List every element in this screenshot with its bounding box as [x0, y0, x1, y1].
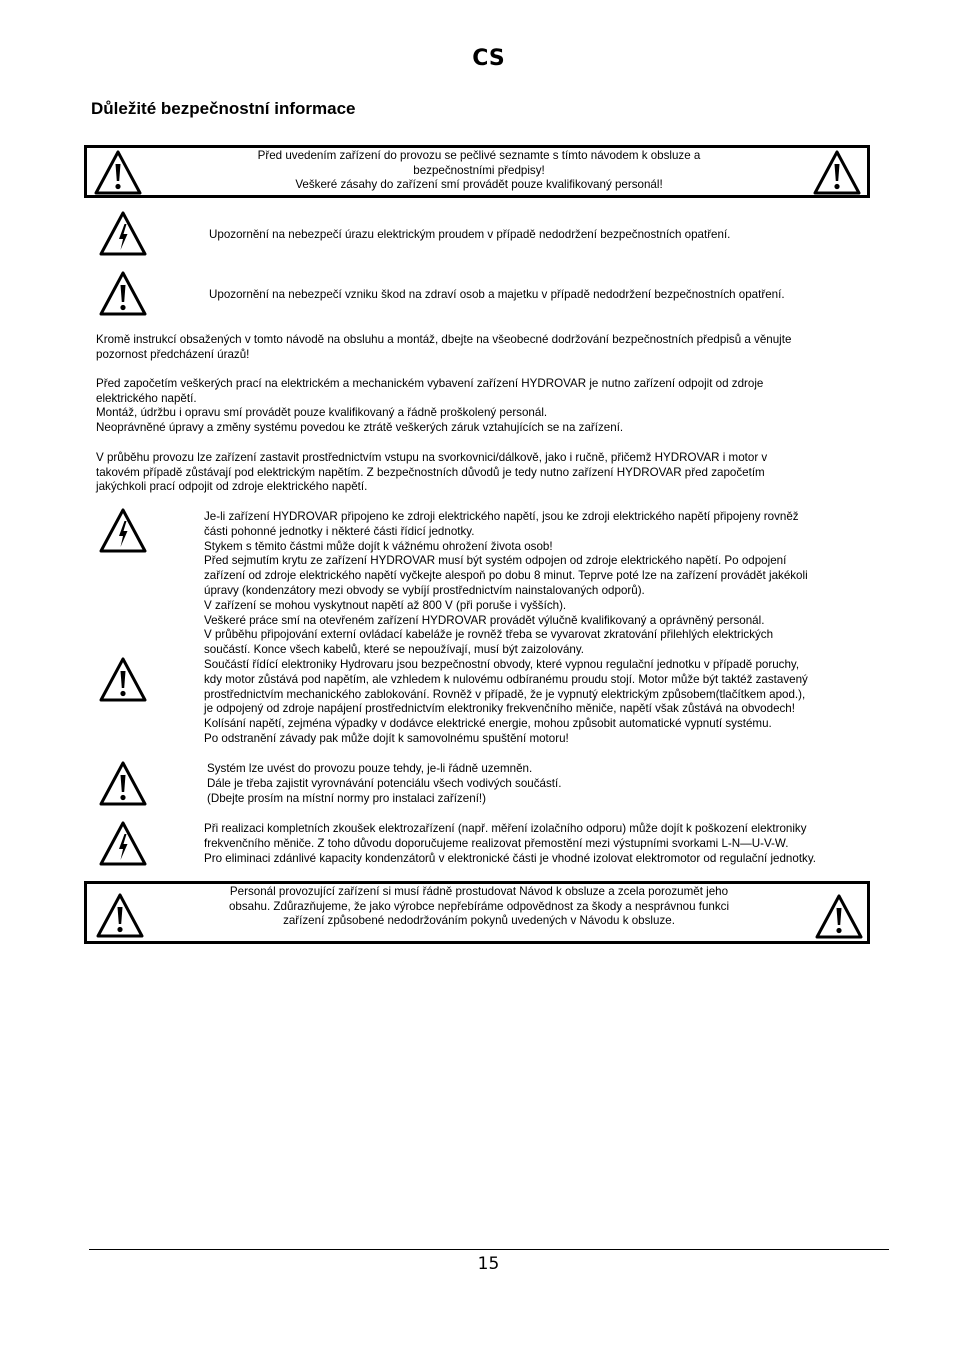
warning-icon-right [812, 149, 862, 197]
block-line: Při realizaci kompletních zkoušek elektrozařízení (např. měření izolačního odporu) může dojít k poškození elektroniky [204, 822, 807, 835]
bottom-box-line: obsahu. Zdůrazňujeme, že jako výrobce nepřebíráme odpovědnost za škody a nesprávnou funkci [228, 899, 730, 913]
paragraph-line: V průběhu provozu lze zařízení zastavit prostřednictvím vstupu na svorkovnici/dálkově, jako i ručně, přičemž HYDROVAR i motor v [96, 451, 768, 464]
block-line: Dále je třeba zajistit vyrovnávání potenciálu všech vodivých součástí. [207, 776, 562, 790]
paragraph-line: elektrického napětí. [96, 391, 197, 405]
block-line: zařízení od zdroje elektrického napětí vyčkejte alespoň po dobu 8 minut. Teprve poté lze na zařízení provádět jakékoli [204, 569, 808, 583]
block-line: Veškeré práce smí na otevřeném zařízení HYDROVAR provádět výlučně kvalifikovaný a oprávněný personál. [204, 613, 765, 627]
block-line: kdy motor zůstává pod napětím, ale vzhledem k nulovému odbíranému proudu stojí. Motor může být taktéž zastavený [204, 672, 808, 686]
paragraph-line: pozornost předcházení úrazů! [96, 347, 250, 361]
paragraph-line: Neoprávněné úpravy a změny systému povedou ke ztrátě veškerých záruk vztahujících se na zařízení. [96, 420, 624, 434]
language-code: CS [472, 46, 505, 71]
block-line: Stykem s těmito částmi může dojít k vážnému ohrožení života osob! [204, 539, 553, 553]
electric-hazard-icon [98, 210, 148, 258]
block-line: Kolísání napětí, zejména výpadky v dodávce elektrické energie, mohou způsobit automatické vypnutí systému. [204, 717, 772, 731]
block-line: Součástí řídící elektroniky Hydrovaru jsou bezpečnostní obvody, které vypnou regulační jednotku v případě poruchy, [204, 657, 800, 671]
warning-icon-left [93, 149, 143, 197]
paragraph-line: jakýchkoli prací odpojit od zdroje elektrického napětí. [96, 480, 368, 493]
paragraph-operation [96, 451, 886, 495]
warning-icon-left [95, 892, 145, 940]
section-title: Důležité bezpečnostní informace [91, 99, 356, 118]
block-line: Systém lze uvést do provozu pouze tehdy, je-li řádně uzemněn. [207, 762, 533, 775]
paragraph-line: takovém případě zůstávají pod elektrickým napětím. Z bezpečnostních důvodů je tedy nutno zařízení HYDROVAR před započetím [96, 465, 765, 479]
electric-hazard-icon [98, 820, 148, 868]
block-line: části pohonné jednotky i některé části řídicí jednotky. [204, 524, 475, 538]
warning-text-electric: Upozornění na nebezpečí úrazu elektrickým proudem v případě nedodržení bezpečnostních opatření. [209, 228, 731, 241]
block-line: úpravy (kondenzátory mezi obvody se vybíjí prostřednictvím nainstalovaných odporů). [204, 583, 645, 597]
bottom-box-line: Personál provozující zařízení si musí řádně prostudovat Návod k obsluze a zcela porozumět jeho [229, 885, 729, 898]
paragraph-line: Kromě instrukcí obsažených v tomto návodě na obsluhu a montáž, dbejte na všeobecné dodržování bezpečnostních předpisů a věnujte [96, 333, 792, 346]
general-warning-icon [98, 656, 148, 704]
bottom-warning-box [84, 881, 870, 944]
paragraph-disconnect [96, 377, 886, 435]
bottom-box-line: zařízení způsobené nedodržováním pokynů uvedených v Návodu k obsluze. [283, 914, 675, 927]
paragraph-general [96, 333, 886, 362]
block-line: Je-li zařízení HYDROVAR připojeno ke zdroji elektrického napětí, jsou ke zdroji elektrického napětí připojeny rovněž [204, 510, 799, 523]
warning-icon-right [814, 893, 864, 941]
block-line: V průběhu připojování externí ovládací kabeláže je rovněž třeba se vyvarovat zkratování přilehlých elektrických [204, 628, 774, 642]
page-number: 15 [477, 1254, 500, 1274]
paragraph-line: Montáž, údržbu i opravu smí provádět pouze kvalifikovaný a řádně proškolený personál. [96, 406, 548, 419]
top-box-line: Před uvedením zařízení do provozu se pečlivé seznamte s tímto návodem k obsluze a [257, 149, 701, 162]
block-line: Pro eliminaci zdánlivé kapacity kondenzátorů v elektronické části je vhodné izolovat elektromotor od regulační jednotky. [204, 851, 817, 865]
general-warning-icon [98, 270, 148, 318]
grounding-block [207, 762, 561, 806]
footer-rule [89, 1249, 889, 1250]
top-box-line: bezpečnostními předpisy! [413, 163, 545, 177]
block-line: je odpojený od zdroje napájení prostřednictvím elektroniky frekvenčního měniče, napětí však zůstává na obvodech! [204, 702, 795, 716]
block-line: Po odstranění závady pak může dojít k samovolnému spuštění motoru! [204, 731, 569, 745]
block-line: frekvenčního měniče. Z toho důvodu doporučujeme realizovat přemostění mezi výstupními svorkami L-N—U-V-W. [204, 836, 789, 850]
hydrovar-electric-block [204, 510, 808, 747]
top-box-line: Veškeré zásahy do zařízení smí provádět pouze kvalifikovaný personál! [295, 178, 663, 191]
block-line: Před sejmutím krytu ze zařízení HYDROVAR musí být systém odpojen od zdroje elektrického napětí. Po odpojení [204, 554, 787, 568]
block-line: prostřednictvím mechanického zablokování. Rovněž v případě, že je vypnutý elektrickým způsobem(tlačítkem apod.), [204, 687, 806, 701]
general-warning-icon [98, 760, 148, 808]
electric-hazard-icon [98, 507, 148, 555]
block-line: součástí. Konce všech kabelů, které se nepoužívají, musí být zaizolovány. [204, 643, 585, 657]
block-line: V zařízení se mohou vyskytnout napětí až 800 V (při poruše i vyšších). [204, 598, 567, 612]
insulation-test-block [204, 822, 816, 866]
paragraph-line: Před započetím veškerých prací na elektrickém a mechanickém vybavení zařízení HYDROVAR je nutno zařízení odpojit od zdroje [96, 377, 764, 390]
block-line: (Dbejte prosím na místní normy pro instalaci zařízení!) [207, 791, 486, 805]
top-warning-box [84, 145, 870, 198]
warning-text-general: Upozornění na nebezpečí vzniku škod na zdraví osob a majetku v případě nedodržení bezpečnostních opatření. [209, 288, 785, 301]
